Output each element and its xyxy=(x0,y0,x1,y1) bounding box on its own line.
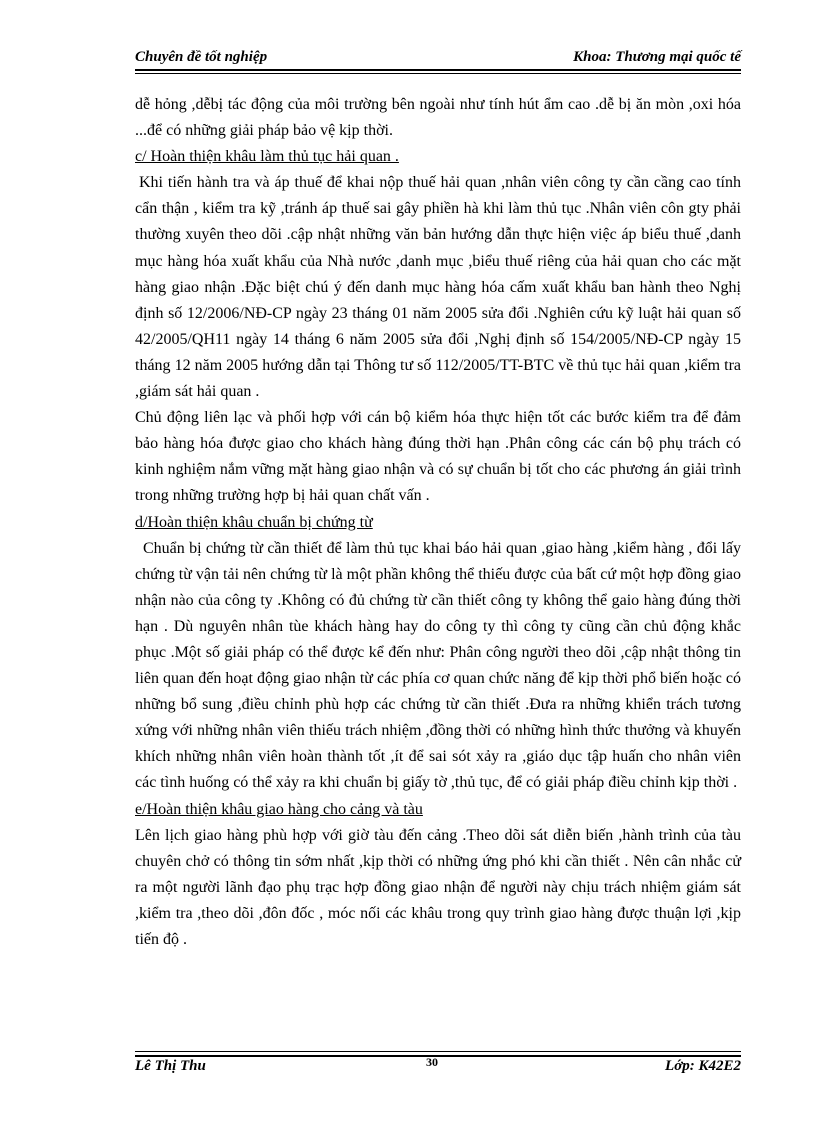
paragraph-customs-procedure: Khi tiến hành tra và áp thuế để khai nộp thuế hải quan ,nhân viên công ty cần cầng cao tính cẩn thận , kiểm tra kỹ ,tránh áp thuế sai gây phiền hà khi làm thủ tục .Nhân viên côn gty phải thường xuyên theo dõi .cập nhật những văn bản hướng dẫn thực hiện việc áp biểu thuế ,danh mục hàng hóa xuất khẩu của Nhà nước ,danh mục ,biểu thuế riêng của hải quan cho các mặt hàng giao nhận .Đặc biệt chú ý đến danh mục hàng hóa cấm xuất khẩu ban hành theo Nghị định số 12/2006/NĐ-CP ngày 23 tháng 01 năm 2005 sửa đổi .Nghiên cứu kỹ luật hải quan số 42/2005/QH11 ngày 14 tháng 6 năm 2005 sửa đổi ,Nghị định số 154/2005/NĐ-CP ngày 15 tháng 12 năm 2005 hướng dẫn tại Thông tư số 112/2005/TT-BTC về thủ tục hải quan ,kiểm tra ,giám sát hải quan . xyxy=(135,174,741,401)
paragraph-coordination: Chủ động liên lạc và phối hợp với cán bộ kiểm hóa thực hiện tốt các bước kiểm tra để đảm bảo hàng hóa được giao cho khách hàng đúng thời hạn .Phân công các cán bộ phụ trách có kinh nghiệm nắm vững mặt hàng giao nhận và có sự chuẩn bị tốt cho các phương án giải trình trong những trường hợp bị hải quan chất vấn . xyxy=(135,409,741,505)
paragraph-delivery: Lên lịch giao hàng phù hợp với giờ tàu đến cảng .Theo dõi sát diễn biến ,hành trình của tàu chuyên chở có thông tin sớm nhất ,kịp thời có những ứng phó khi cần thiết . Nên cân nhắc cử ra một người lãnh đạo phụ trạc hợp đồng giao nhận để người này chịu trách nhiệm giám sát ,kiểm tra ,theo dõi ,đôn đốc , móc nối các khâu trong quy trình giao hàng được thuận lợi ,kịp tiến độ . xyxy=(135,826,741,948)
header-left-title: Chuyên đề tốt nghiệp xyxy=(135,49,268,65)
header-rule-thin xyxy=(135,73,741,74)
footer-author: Lê Thị Thu xyxy=(135,1058,206,1074)
footer-rule-thin xyxy=(135,1051,741,1052)
header-right-title: Khoa: Thương mại quốc tế xyxy=(573,49,741,65)
paragraph-continuation: dễ hỏng ,dễbị tác động của môi trường bên ngoài như tính hút ẩm cao .dễ bị ăn mòn ,oxi hóa ...để có những giải pháp bảo vệ kịp thời. xyxy=(135,96,741,140)
footer-class: Lớp: K42E2 xyxy=(665,1058,741,1074)
page-header xyxy=(135,49,741,71)
page-number: 30 xyxy=(426,1055,438,1069)
header-rule-thick xyxy=(135,69,741,71)
paragraph-documents: Chuẩn bị chứng từ cần thiết để làm thủ tục khai báo hải quan ,giao hàng ,kiểm hàng , đổi lấy chứng từ vận tải nên chứng từ là một phần không thể thiếu được của bất cứ một hợp đồng giao nhận nào của công ty .Không có đủ chứng từ cần thiết công ty không thể gaio hàng đúng thời hạn . Dù nguyên nhân tùe khách hàng hay do công ty thì công ty cũng cần chủ động khắc phục .Một số giải pháp có thể được kể đến như: Phân công người theo dõi ,cập nhật thông tin liên quan đến hoạt động giao nhận từ các phía cơ quan chức năng để kịp thời phổ biến hoặc có những bổ sung ,điều chỉnh phù hợp các chứng từ cần thiết .Đưa ra những khiển trách tương xứng với những nhân viên thiếu trách nhiệm ,đồng thời có những hình thức thưởng và khuyến khích những nhân viên hoàn thành tốt ,ít để sai sót xảy ra ,giáo dục tập huấn cho nhân viên các tình huống có thể xảy ra khi chuẩn bị giấy tờ ,thủ tục, để có giải pháp điều chỉnh kịp thời . xyxy=(135,539,741,792)
section-heading-c: c/ Hoàn thiện khâu làm thủ tục hải quan . xyxy=(135,148,399,166)
section-heading-e: e/Hoàn thiện khâu giao hàng cho cảng và tàu xyxy=(135,800,423,818)
section-heading-d: d/Hoàn thiện khâu chuẩn bị chứng từ xyxy=(135,513,373,531)
footer-rule-thick xyxy=(135,1055,741,1057)
document-body xyxy=(135,92,741,953)
